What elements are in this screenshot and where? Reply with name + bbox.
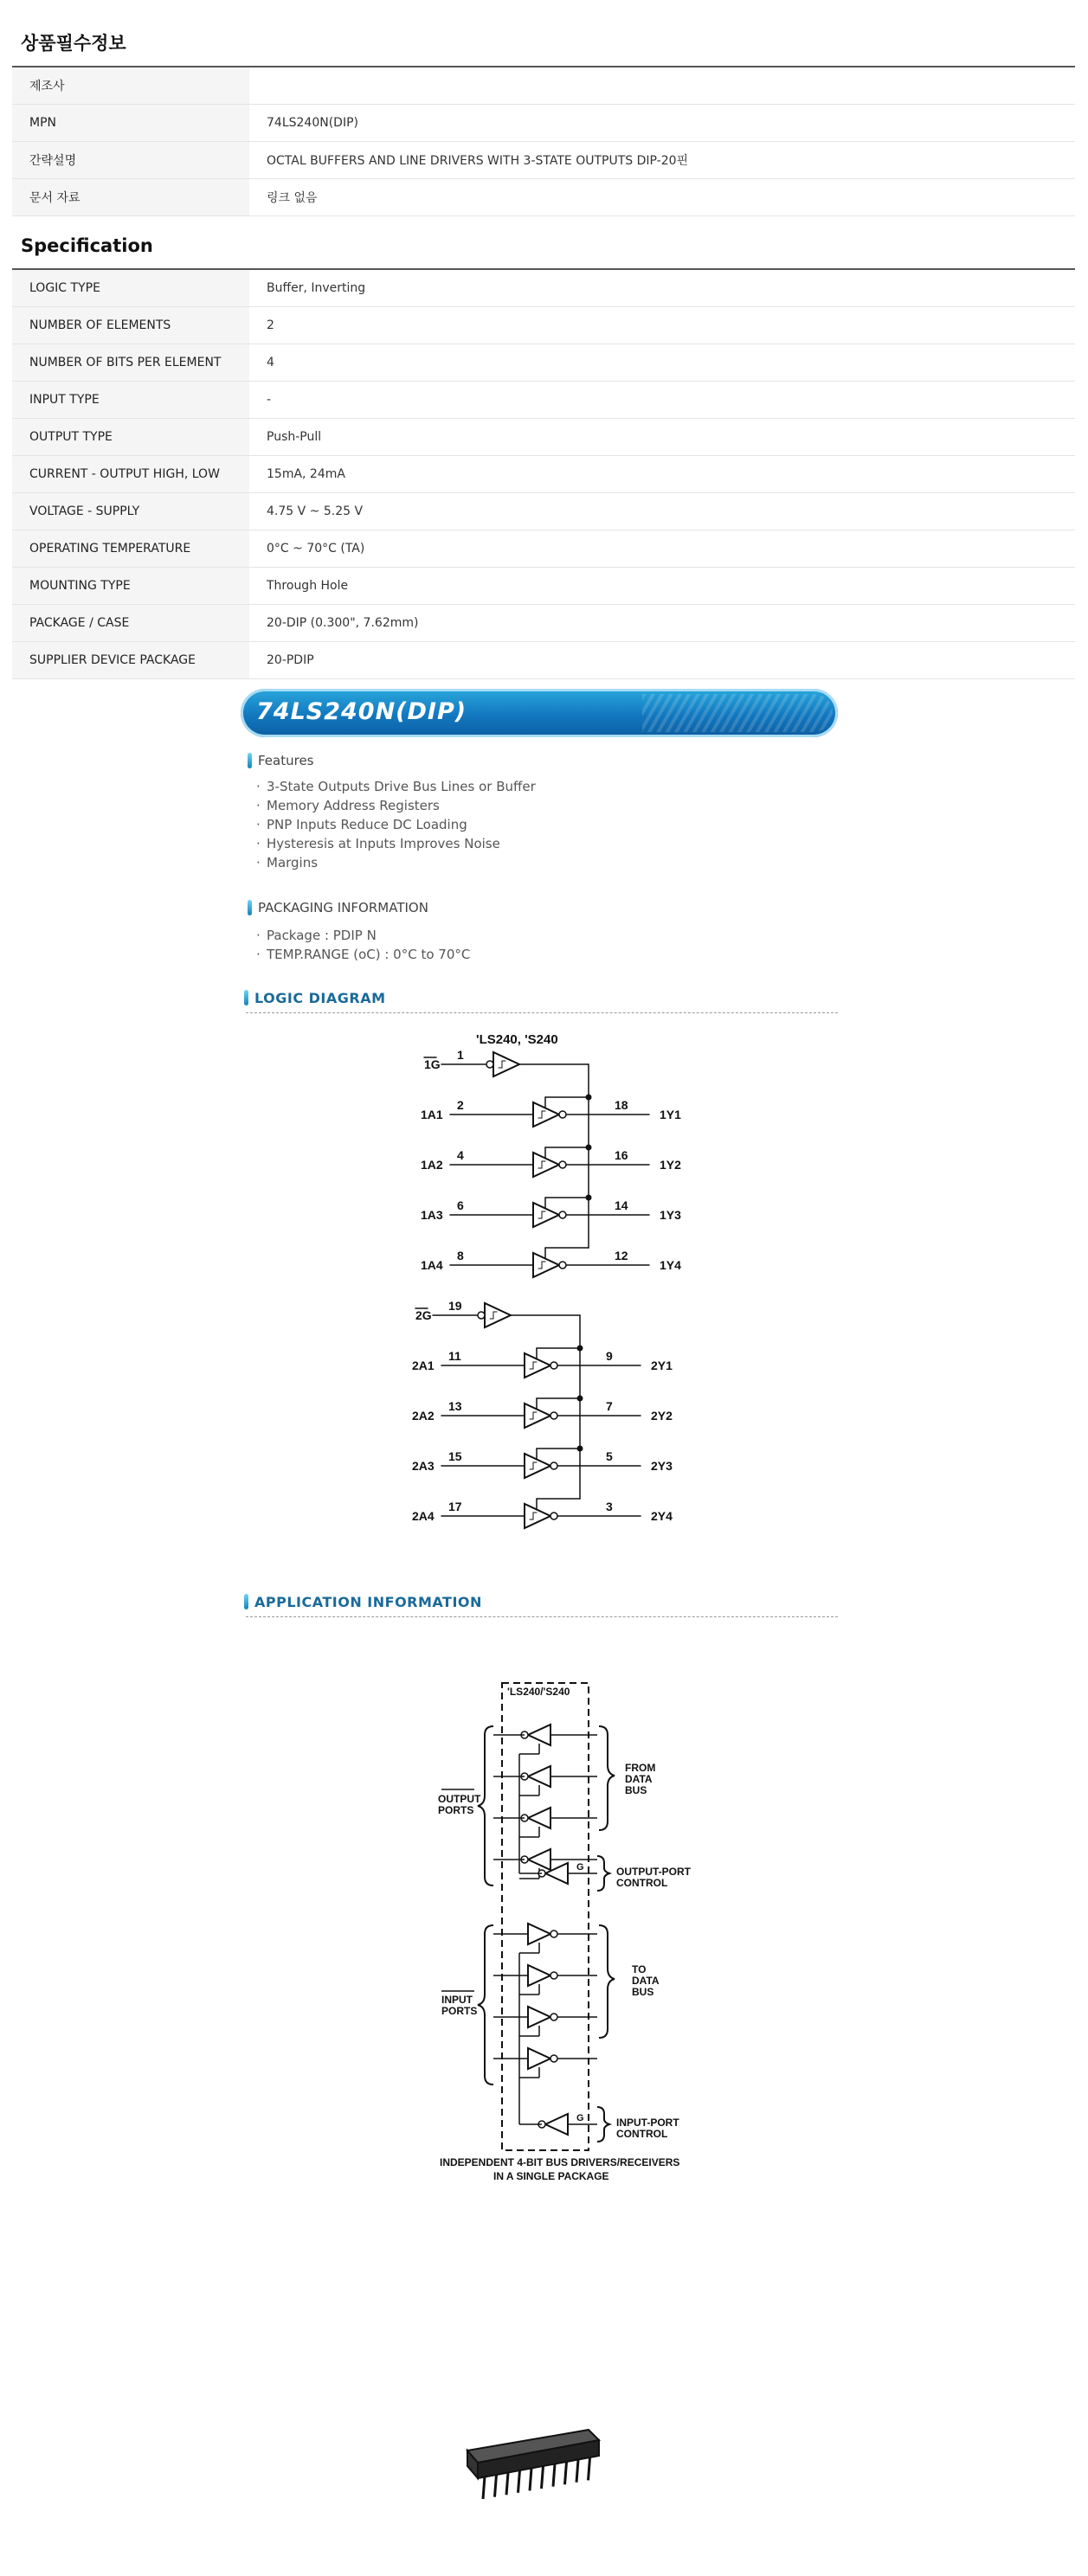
- enable-buffer: [485, 1303, 511, 1327]
- enable-label: G: [576, 2113, 584, 2123]
- table-row: LOGIC TYPE Buffer, Inverting: [12, 269, 1075, 307]
- app-buffer: [528, 1849, 550, 1870]
- inverter-bubble: [550, 1412, 557, 1419]
- inverter-bubble: [478, 1312, 485, 1319]
- chip-pin: [542, 2466, 544, 2489]
- label-line: DATA: [625, 1773, 653, 1785]
- list-item: · Package : PDIP N: [256, 926, 470, 945]
- inverter-bubble: [550, 1462, 557, 1469]
- inverter-bubble: [550, 1362, 557, 1369]
- pin-number: 1: [457, 1048, 464, 1062]
- packaging-label: PACKAGING INFORMATION: [258, 900, 428, 915]
- output-label: 2Y2: [651, 1409, 673, 1423]
- enable-label: G: [576, 1862, 584, 1873]
- label-line: BUS: [632, 1986, 654, 1998]
- input-label: 2A1: [412, 1359, 435, 1372]
- app-buffer: [528, 1808, 550, 1828]
- output-label: 2Y4: [651, 1509, 673, 1523]
- inverter-bubble: [550, 1972, 557, 1979]
- specification-table: [12, 268, 1075, 679]
- pin-number: 15: [448, 1449, 462, 1463]
- section-marker-icon: [244, 1594, 248, 1609]
- table-row: MPN 74LS240N(DIP): [12, 105, 1075, 142]
- chip-pin: [495, 2475, 497, 2497]
- line-buffer: [533, 1203, 559, 1227]
- output-label: 2Y3: [651, 1459, 673, 1473]
- pin-number: 6: [457, 1198, 464, 1212]
- input-label: 1A4: [421, 1258, 443, 1272]
- pin-number: 18: [615, 1098, 628, 1112]
- table-row: OPERATING TEMPERATURE 0°C ~ 70°C (TA): [12, 530, 1075, 568]
- list-item: · Memory Address Registers: [256, 796, 536, 815]
- table-row: NUMBER OF BITS PER ELEMENT 4: [12, 344, 1075, 382]
- pin-number: 8: [457, 1249, 464, 1262]
- output-port-control-label: OUTPUT-PORT CONTROL: [616, 1866, 691, 1889]
- inverter-bubble: [559, 1111, 566, 1118]
- inverter-bubble: [550, 1513, 557, 1519]
- product-banner: [241, 689, 838, 737]
- chip-pin: [518, 2470, 520, 2493]
- enable-label: 1G: [424, 1057, 441, 1071]
- inverter-bubble: [550, 1930, 557, 1937]
- logic-group-1: [421, 1048, 681, 1277]
- pin-number: 12: [615, 1249, 628, 1262]
- table-row: NUMBER OF ELEMENTS 2: [12, 307, 1075, 344]
- table-row: MOUNTING TYPE Through Hole: [12, 568, 1075, 605]
- pin-number: 9: [606, 1349, 613, 1363]
- table-row: CURRENT - OUTPUT HIGH, LOW 15mA, 24mA: [12, 456, 1075, 493]
- pin-number: 16: [615, 1148, 628, 1162]
- pin-number: 3: [606, 1500, 613, 1513]
- line-buffer: [525, 1504, 550, 1528]
- label-line: CONTROL: [616, 1877, 668, 1889]
- to-data-bus-label: TO DATA BUS: [632, 1963, 660, 1998]
- label-line: DATA: [632, 1975, 660, 1987]
- inverter-bubble: [559, 1211, 566, 1218]
- chip-pin: [530, 2468, 531, 2490]
- dip-chip-icon: [450, 2414, 606, 2509]
- output-label: 1Y4: [660, 1258, 681, 1272]
- table-row: VOLTAGE - SUPPLY 4.75 V ~ 5.25 V: [12, 493, 1075, 530]
- list-item: · TEMP.RANGE (oC) : 0°C to 70°C: [256, 945, 470, 964]
- table-row: OUTPUT TYPE Push-Pull: [12, 419, 1075, 456]
- app-buffer: [528, 1766, 550, 1787]
- app-chip-label: 'LS240/'S240: [507, 1686, 570, 1698]
- chip-pin: [483, 2476, 485, 2499]
- input-label: 1A2: [421, 1158, 443, 1172]
- enable-label: 2G: [415, 1308, 432, 1322]
- list-item: · 3-State Outputs Drive Bus Lines or Buffer: [256, 777, 536, 796]
- features-label: Features: [258, 753, 314, 768]
- table-row: 문서 자료 링크 없음: [12, 179, 1075, 216]
- table-row: INPUT TYPE -: [12, 382, 1075, 419]
- app-control-buffer: [545, 2114, 568, 2135]
- logic-diagram-heading: LOGIC DIAGRAM: [254, 990, 386, 1006]
- line-buffer: [533, 1102, 559, 1127]
- inverter-bubble: [486, 1061, 493, 1068]
- divider: [246, 1616, 838, 1617]
- features-list: [256, 777, 536, 872]
- input-label: 2A3: [412, 1459, 435, 1473]
- app-buffer: [528, 1924, 550, 1944]
- input-label: 2A4: [412, 1509, 435, 1523]
- logic-diagram: [407, 1030, 718, 1566]
- app-caption-line2: IN A SINGLE PACKAGE: [493, 2170, 609, 2182]
- banner-stripes: [642, 694, 833, 732]
- line-buffer: [525, 1353, 550, 1378]
- line-buffer: [533, 1153, 559, 1177]
- logic-caption: 'LS240, 'S240: [476, 1032, 558, 1047]
- app-caption-line1: INDEPENDENT 4-BIT BUS DRIVERS/RECEIVERS: [440, 2156, 680, 2168]
- label-line: BUS: [625, 1784, 647, 1796]
- output-label: 1Y3: [660, 1208, 681, 1222]
- application-diagram: [424, 1674, 718, 2194]
- pin-number: 11: [448, 1349, 461, 1363]
- app-buffer: [528, 2048, 550, 2069]
- input-label: 2A2: [412, 1409, 435, 1423]
- input-port-control-label: INPUT-PORT CONTROL: [616, 2117, 679, 2140]
- divider: [246, 1012, 838, 1013]
- mandatory-info-table: [12, 66, 1075, 216]
- mandatory-info-title: 상품필수정보: [21, 33, 126, 54]
- application-heading: APPLICATION INFORMATION: [254, 1594, 482, 1610]
- logic-group-2: [412, 1299, 673, 1528]
- pin-number: 17: [448, 1500, 462, 1513]
- inverter-bubble: [550, 2014, 557, 2020]
- line-buffer: [525, 1454, 550, 1478]
- app-buffer: [528, 1965, 550, 1986]
- chip-pin: [553, 2464, 555, 2487]
- list-item: · Margins: [256, 853, 536, 872]
- enable-buffer: [493, 1052, 519, 1076]
- chip-pin: [589, 2457, 590, 2480]
- input-label: 1A1: [421, 1108, 443, 1121]
- specification-title: Specification: [21, 235, 153, 256]
- app-buffers: [493, 1725, 597, 2135]
- pin-number: 14: [615, 1198, 628, 1212]
- table-row: 간략설명 OCTAL BUFFERS AND LINE DRIVERS WITH 3-STATE OUTPUTS DIP-20핀: [12, 142, 1075, 179]
- chip-pin: [565, 2462, 567, 2484]
- input-ports-label: INPUT PORTS: [441, 1994, 478, 2017]
- pin-number: 13: [448, 1399, 462, 1413]
- pin-number: 2: [457, 1098, 464, 1112]
- output-label: 1Y1: [660, 1108, 681, 1121]
- inverter-bubble: [559, 1161, 566, 1168]
- label-line: PORTS: [441, 2005, 478, 2017]
- output-label: 1Y2: [660, 1158, 681, 1172]
- list-item: · PNP Inputs Reduce DC Loading: [256, 815, 536, 834]
- label-line: CONTROL: [616, 2128, 668, 2140]
- input-label: 1A3: [421, 1208, 443, 1222]
- packaging-list: [256, 926, 470, 964]
- pin-number: 19: [448, 1299, 462, 1313]
- from-data-bus-label: FROM DATA BUS: [625, 1762, 656, 1796]
- chip-pin: [506, 2472, 508, 2495]
- line-buffer: [525, 1404, 550, 1428]
- app-buffer: [528, 2007, 550, 2027]
- pin-number: 5: [606, 1449, 613, 1463]
- chip-pin: [576, 2460, 578, 2483]
- product-banner-title: 74LS240N(DIP): [256, 698, 467, 725]
- list-item: · Hysteresis at Inputs Improves Noise: [256, 834, 536, 853]
- section-marker-icon: [248, 753, 252, 768]
- inverter-bubble: [559, 1262, 566, 1269]
- pin-number: 4: [457, 1148, 464, 1162]
- output-ports-label: OUTPUT PORTS: [438, 1793, 481, 1816]
- label-line: PORTS: [438, 1804, 474, 1816]
- table-row: 제조사: [12, 67, 1075, 105]
- section-marker-icon: [244, 990, 248, 1005]
- table-row: SUPPLIER DEVICE PACKAGE 20-PDIP: [12, 642, 1075, 679]
- pin-number: 7: [606, 1399, 613, 1413]
- output-label: 2Y1: [651, 1359, 673, 1372]
- inverter-bubble: [550, 2055, 557, 2062]
- line-buffer: [533, 1253, 559, 1277]
- table-row: PACKAGE / CASE 20-DIP (0.300", 7.62mm): [12, 605, 1075, 642]
- section-marker-icon: [248, 900, 252, 915]
- app-buffer: [528, 1725, 550, 1745]
